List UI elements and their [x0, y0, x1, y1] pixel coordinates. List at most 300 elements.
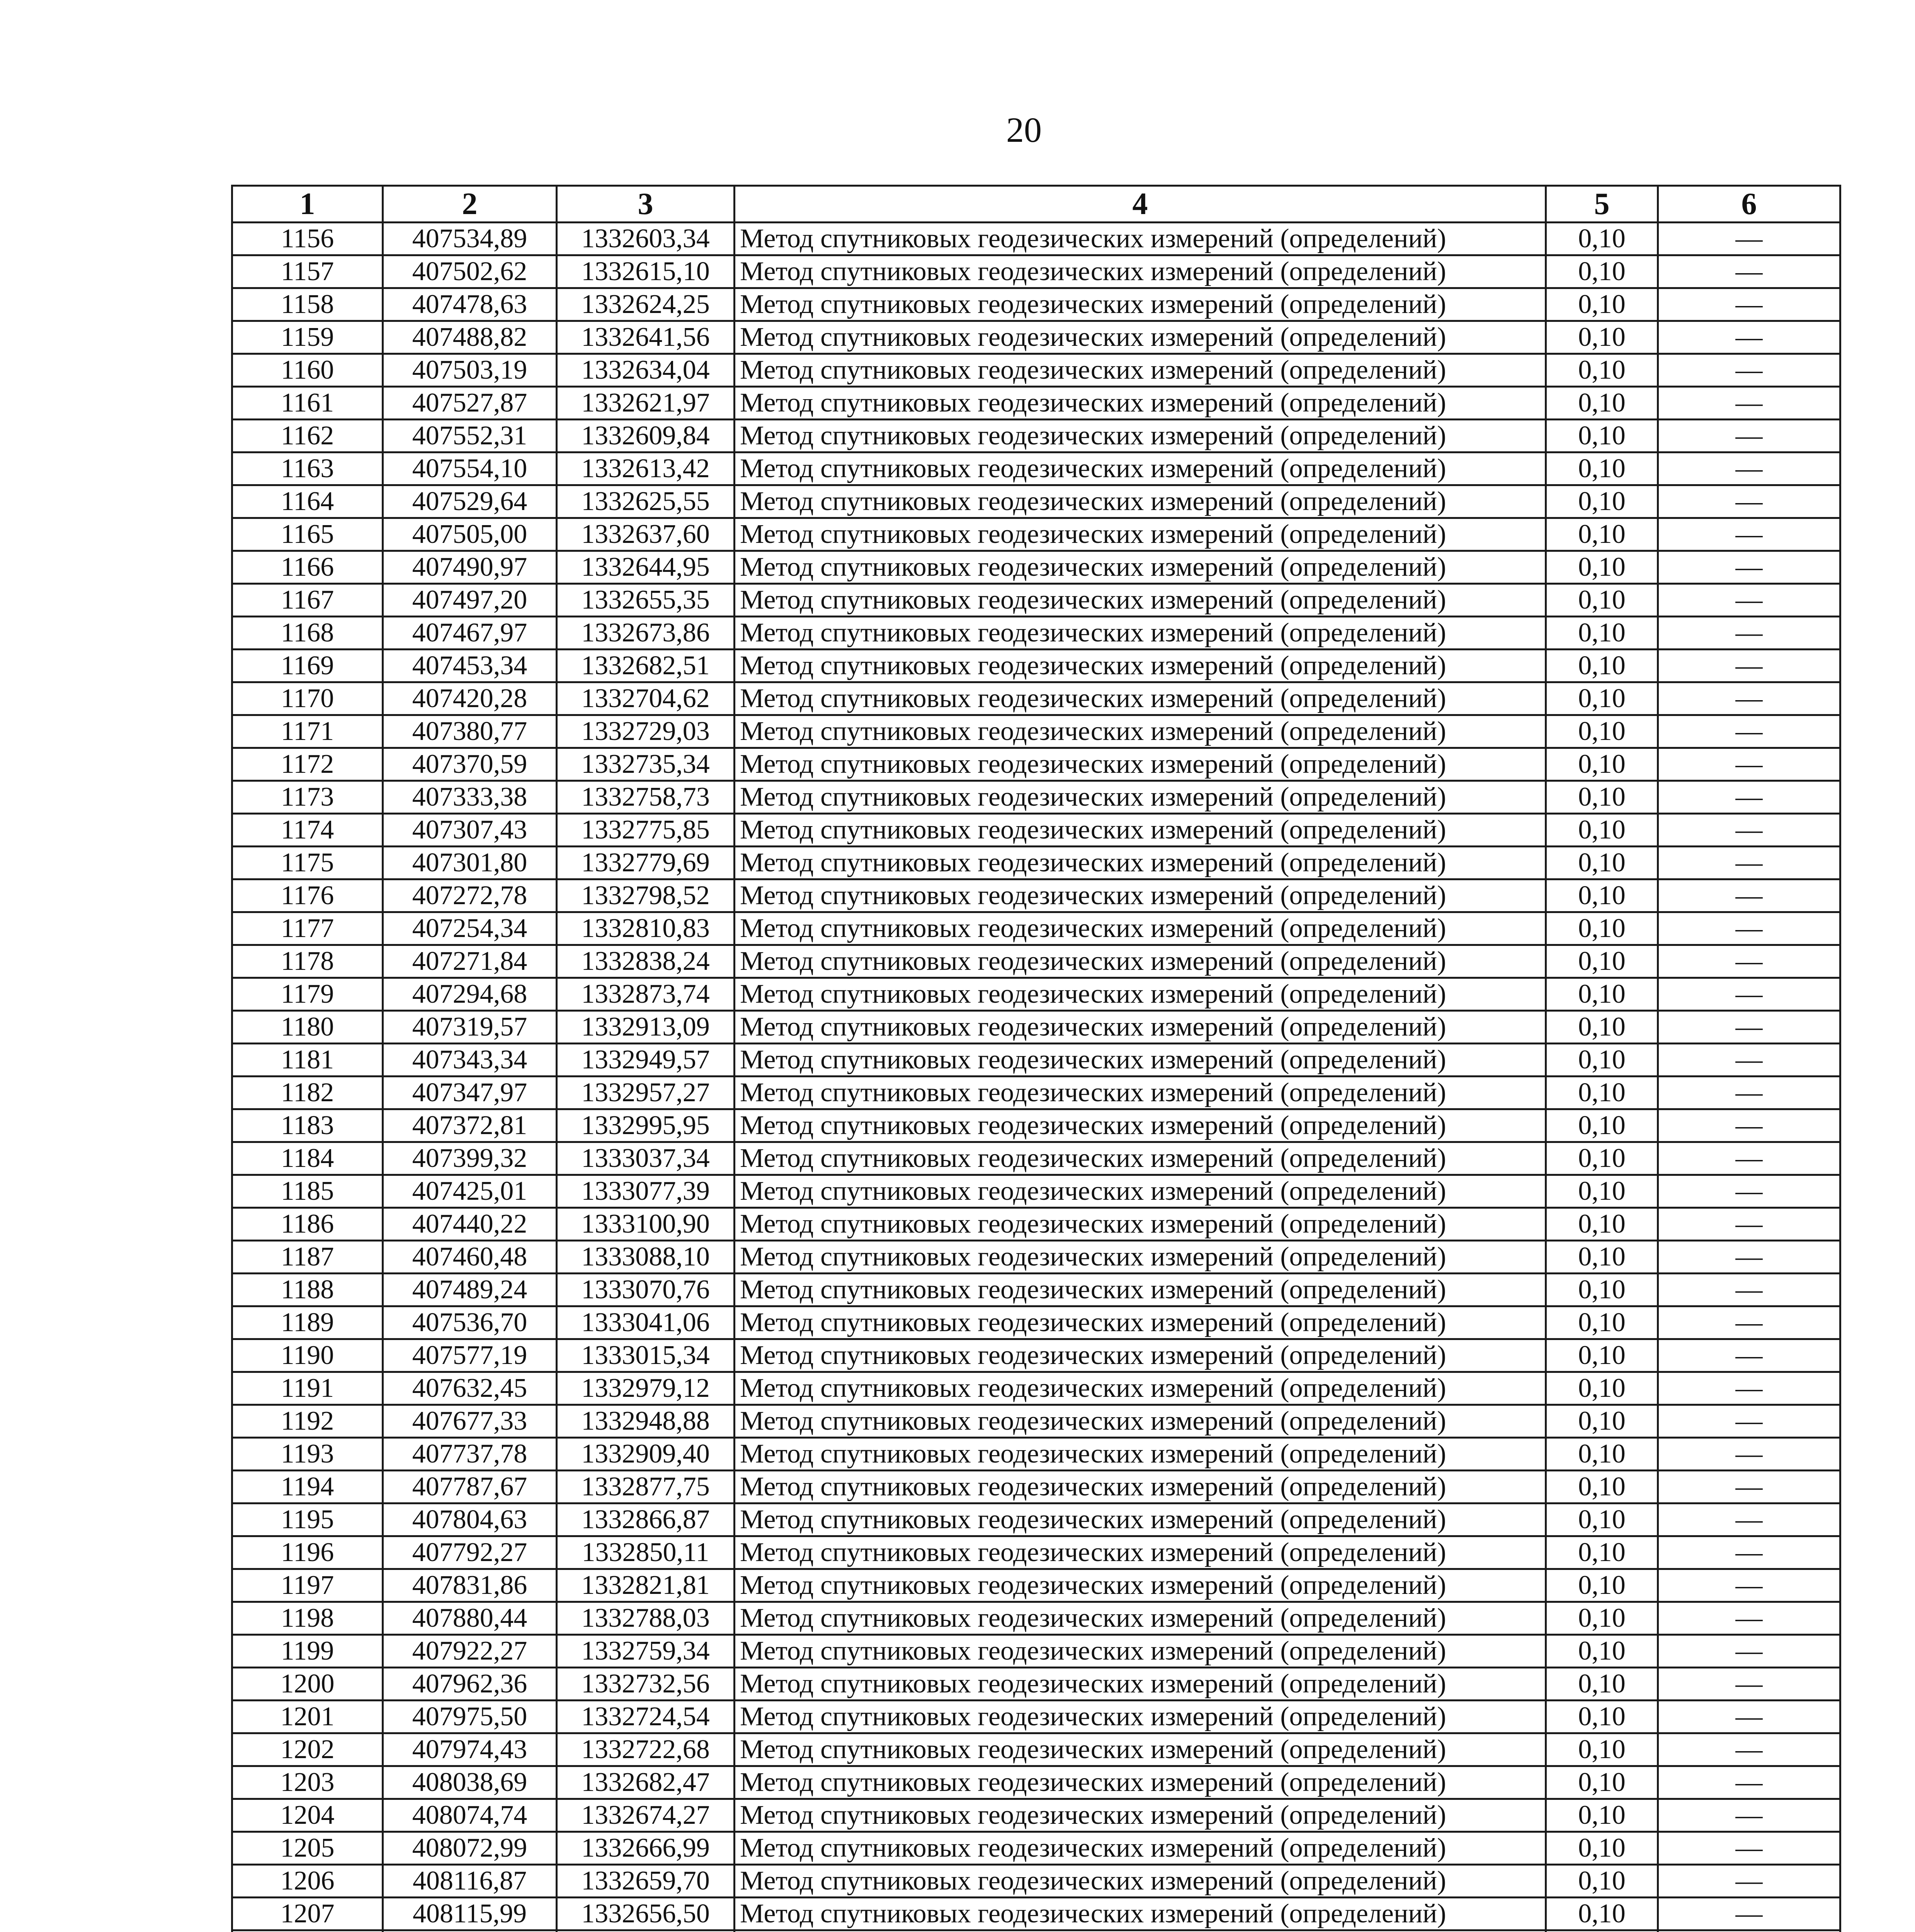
- method-cell: Метод спутниковых геодезических измерений (определений): [735, 518, 1546, 551]
- description-cell: —: [1658, 1701, 1840, 1733]
- point-number-cell: 1182: [232, 1077, 383, 1109]
- description-cell: —: [1658, 1044, 1840, 1077]
- x-coordinate-cell: 407792,27: [383, 1536, 557, 1569]
- table-row: [232, 1865, 1840, 1898]
- x-coordinate-cell: 407503,19: [383, 354, 557, 387]
- accuracy-cell: 0,10: [1546, 1569, 1658, 1602]
- point-number-cell: 1202: [232, 1733, 383, 1766]
- accuracy-cell: 0,10: [1546, 255, 1658, 288]
- method-cell: Метод спутниковых геодезических измерений (определений): [735, 1274, 1546, 1306]
- y-coordinate-cell: 1332641,56: [557, 321, 735, 354]
- accuracy-cell: 0,10: [1546, 978, 1658, 1011]
- x-coordinate-cell: 408038,69: [383, 1766, 557, 1799]
- y-coordinate-cell: 1332729,03: [557, 715, 735, 748]
- point-number-cell: 1205: [232, 1832, 383, 1865]
- page-number: 20: [1006, 110, 1042, 150]
- accuracy-cell: 0,10: [1546, 1077, 1658, 1109]
- x-coordinate-cell: 407333,38: [383, 781, 557, 814]
- x-coordinate-cell: 407453,34: [383, 650, 557, 682]
- table-row: [232, 1733, 1840, 1766]
- x-coordinate-cell: 407399,32: [383, 1142, 557, 1175]
- accuracy-cell: 0,10: [1546, 1602, 1658, 1635]
- x-coordinate-cell: 407804,63: [383, 1503, 557, 1536]
- point-number-cell: 1194: [232, 1471, 383, 1503]
- y-coordinate-cell: 1332603,34: [557, 223, 735, 255]
- description-cell: —: [1658, 551, 1840, 584]
- column-header: 5: [1546, 186, 1658, 223]
- description-cell: —: [1658, 748, 1840, 781]
- accuracy-cell: 0,10: [1546, 847, 1658, 879]
- method-cell: Метод спутниковых геодезических измерений (определений): [735, 1536, 1546, 1569]
- method-cell: Метод спутниковых геодезических измерений (определений): [735, 1602, 1546, 1635]
- table-row: [232, 452, 1840, 485]
- table-row: [232, 814, 1840, 847]
- description-cell: —: [1658, 1405, 1840, 1438]
- x-coordinate-cell: 407534,89: [383, 223, 557, 255]
- table-row: [232, 584, 1840, 617]
- method-cell: Метод спутниковых геодезических измерений (определений): [735, 978, 1546, 1011]
- method-cell: Метод спутниковых геодезических измерений (определений): [735, 879, 1546, 912]
- method-cell: Метод спутниковых геодезических измерений (определений): [735, 814, 1546, 847]
- method-cell: Метод спутниковых геодезических измерений (определений): [735, 1766, 1546, 1799]
- point-number-cell: 1197: [232, 1569, 383, 1602]
- method-cell: Метод спутниковых геодезических измерений (определений): [735, 1799, 1546, 1832]
- accuracy-cell: 0,10: [1546, 715, 1658, 748]
- y-coordinate-cell: 1332722,68: [557, 1733, 735, 1766]
- description-cell: —: [1658, 452, 1840, 485]
- table-row: [232, 1701, 1840, 1733]
- x-coordinate-cell: 407490,97: [383, 551, 557, 584]
- y-coordinate-cell: 1332775,85: [557, 814, 735, 847]
- x-coordinate-cell: 407677,33: [383, 1405, 557, 1438]
- coordinates-table: [231, 185, 1841, 1932]
- description-cell: —: [1658, 1766, 1840, 1799]
- x-coordinate-cell: 407254,34: [383, 912, 557, 945]
- point-number-cell: 1180: [232, 1011, 383, 1044]
- description-cell: —: [1658, 1865, 1840, 1898]
- y-coordinate-cell: 1332704,62: [557, 682, 735, 715]
- description-cell: —: [1658, 223, 1840, 255]
- point-number-cell: 1188: [232, 1274, 383, 1306]
- point-number-cell: 1156: [232, 223, 383, 255]
- x-coordinate-cell: 407577,19: [383, 1339, 557, 1372]
- table-row: [232, 781, 1840, 814]
- point-number-cell: 1199: [232, 1635, 383, 1668]
- y-coordinate-cell: 1332637,60: [557, 518, 735, 551]
- point-number-cell: 1172: [232, 748, 383, 781]
- description-cell: —: [1658, 518, 1840, 551]
- accuracy-cell: 0,10: [1546, 1865, 1658, 1898]
- description-cell: —: [1658, 879, 1840, 912]
- accuracy-cell: 0,10: [1546, 682, 1658, 715]
- y-coordinate-cell: 1332948,88: [557, 1405, 735, 1438]
- x-coordinate-cell: 407319,57: [383, 1011, 557, 1044]
- point-number-cell: 1168: [232, 617, 383, 650]
- point-number-cell: 1198: [232, 1602, 383, 1635]
- table-row: [232, 354, 1840, 387]
- point-number-cell: 1184: [232, 1142, 383, 1175]
- table-row: [232, 1602, 1840, 1635]
- description-cell: —: [1658, 1175, 1840, 1208]
- description-cell: —: [1658, 1011, 1840, 1044]
- x-coordinate-cell: 407478,63: [383, 288, 557, 321]
- table-row: [232, 1208, 1840, 1241]
- point-number-cell: 1170: [232, 682, 383, 715]
- method-cell: Метод спутниковых геодезических измерений (определений): [735, 748, 1546, 781]
- accuracy-cell: 0,10: [1546, 354, 1658, 387]
- y-coordinate-cell: 1333041,06: [557, 1306, 735, 1339]
- accuracy-cell: 0,10: [1546, 223, 1658, 255]
- method-cell: Метод спутниковых геодезических измерений (определений): [735, 1109, 1546, 1142]
- description-cell: —: [1658, 814, 1840, 847]
- table-row: [232, 715, 1840, 748]
- y-coordinate-cell: 1333070,76: [557, 1274, 735, 1306]
- point-number-cell: 1187: [232, 1241, 383, 1274]
- x-coordinate-cell: 407922,27: [383, 1635, 557, 1668]
- point-number-cell: 1165: [232, 518, 383, 551]
- table-row: [232, 1503, 1840, 1536]
- point-number-cell: 1186: [232, 1208, 383, 1241]
- table-row: [232, 1668, 1840, 1701]
- accuracy-cell: 0,10: [1546, 1274, 1658, 1306]
- method-cell: Метод спутниковых геодезических измерений (определений): [735, 715, 1546, 748]
- description-cell: —: [1658, 715, 1840, 748]
- description-cell: —: [1658, 255, 1840, 288]
- method-cell: Метод спутниковых геодезических измерений (определений): [735, 1142, 1546, 1175]
- y-coordinate-cell: 1332613,42: [557, 452, 735, 485]
- table-row: [232, 1109, 1840, 1142]
- x-coordinate-cell: 407440,22: [383, 1208, 557, 1241]
- y-coordinate-cell: 1332798,52: [557, 879, 735, 912]
- method-cell: Метод спутниковых геодезических измерений (определений): [735, 321, 1546, 354]
- accuracy-cell: 0,10: [1546, 912, 1658, 945]
- point-number-cell: 1196: [232, 1536, 383, 1569]
- accuracy-cell: 0,10: [1546, 1668, 1658, 1701]
- method-cell: Метод спутниковых геодезических измерений (определений): [735, 1438, 1546, 1471]
- accuracy-cell: 0,10: [1546, 1898, 1658, 1930]
- description-cell: —: [1658, 1438, 1840, 1471]
- method-cell: Метод спутниковых геодезических измерений (определений): [735, 682, 1546, 715]
- method-cell: Метод спутниковых геодезических измерений (определений): [735, 1077, 1546, 1109]
- column-header: 2: [383, 186, 557, 223]
- table-row: [232, 1274, 1840, 1306]
- point-number-cell: 1191: [232, 1372, 383, 1405]
- table-row: [232, 518, 1840, 551]
- y-coordinate-cell: 1332666,99: [557, 1832, 735, 1865]
- description-cell: —: [1658, 781, 1840, 814]
- x-coordinate-cell: 408116,87: [383, 1865, 557, 1898]
- method-cell: Метод спутниковых геодезических измерений (определений): [735, 847, 1546, 879]
- method-cell: Метод спутниковых геодезических измерений (определений): [735, 584, 1546, 617]
- description-cell: —: [1658, 978, 1840, 1011]
- y-coordinate-cell: 1332877,75: [557, 1471, 735, 1503]
- y-coordinate-cell: 1332873,74: [557, 978, 735, 1011]
- accuracy-cell: 0,10: [1546, 1832, 1658, 1865]
- method-cell: [735, 1930, 1546, 1932]
- description-cell: —: [1658, 1635, 1840, 1668]
- description-cell: —: [1658, 1503, 1840, 1536]
- x-coordinate-cell: 407301,80: [383, 847, 557, 879]
- description-cell: —: [1658, 617, 1840, 650]
- x-coordinate-cell: 407632,45: [383, 1372, 557, 1405]
- description-cell: —: [1658, 1602, 1840, 1635]
- method-cell: Метод спутниковых геодезических измерений (определений): [735, 420, 1546, 452]
- table-row: [232, 1044, 1840, 1077]
- y-coordinate-cell: 1332609,84: [557, 420, 735, 452]
- y-coordinate-cell: 1332735,34: [557, 748, 735, 781]
- x-coordinate-cell: 407554,10: [383, 452, 557, 485]
- x-coordinate-cell: 407737,78: [383, 1438, 557, 1471]
- point-number-cell: 1171: [232, 715, 383, 748]
- table-row: [232, 288, 1840, 321]
- y-coordinate-cell: 1332674,27: [557, 1799, 735, 1832]
- y-coordinate-cell: 1332758,73: [557, 781, 735, 814]
- point-number-cell: 1179: [232, 978, 383, 1011]
- y-coordinate-cell: 1332624,25: [557, 288, 735, 321]
- point-number-cell: 1157: [232, 255, 383, 288]
- x-coordinate-cell: 407347,97: [383, 1077, 557, 1109]
- y-coordinate-cell: 1332957,27: [557, 1077, 735, 1109]
- point-number-cell: 1164: [232, 485, 383, 518]
- accuracy-cell: 0,10: [1546, 288, 1658, 321]
- accuracy-cell: 0,10: [1546, 420, 1658, 452]
- point-number-cell: 1176: [232, 879, 383, 912]
- method-cell: Метод спутниковых геодезических измерений (определений): [735, 1011, 1546, 1044]
- description-cell: —: [1658, 1306, 1840, 1339]
- table-row: [232, 1569, 1840, 1602]
- point-number-cell: 1183: [232, 1109, 383, 1142]
- description-cell: —: [1658, 485, 1840, 518]
- y-coordinate-cell: 1332779,69: [557, 847, 735, 879]
- method-cell: Метод спутниковых геодезических измерений (определений): [735, 617, 1546, 650]
- y-coordinate-cell: 1332656,50: [557, 1898, 735, 1930]
- x-coordinate-cell: 408074,74: [383, 1799, 557, 1832]
- accuracy-cell: 0,10: [1546, 1241, 1658, 1274]
- table-row: [232, 1077, 1840, 1109]
- x-coordinate-cell: 407529,64: [383, 485, 557, 518]
- y-coordinate-cell: 1333037,34: [557, 1142, 735, 1175]
- x-coordinate-cell: 407425,01: [383, 1175, 557, 1208]
- description-cell: —: [1658, 912, 1840, 945]
- accuracy-cell: 0,10: [1546, 1339, 1658, 1372]
- y-coordinate-cell: 1332909,40: [557, 1438, 735, 1471]
- point-number-cell: 1189: [232, 1306, 383, 1339]
- method-cell: Метод спутниковых геодезических измерений (определений): [735, 1668, 1546, 1701]
- method-cell: Метод спутниковых геодезических измерений (определений): [735, 1405, 1546, 1438]
- x-coordinate-cell: 407380,77: [383, 715, 557, 748]
- accuracy-cell: 0,10: [1546, 1011, 1658, 1044]
- accuracy-cell: 0,10: [1546, 1471, 1658, 1503]
- table-row: [232, 1832, 1840, 1865]
- point-number-cell: 1173: [232, 781, 383, 814]
- table-row: [232, 1635, 1840, 1668]
- description-cell: —: [1658, 1208, 1840, 1241]
- table-row: [232, 223, 1840, 255]
- description-cell: [1658, 1930, 1840, 1932]
- table-row: [232, 485, 1840, 518]
- x-coordinate-cell: 407497,20: [383, 584, 557, 617]
- table-row: [232, 255, 1840, 288]
- y-coordinate-cell: 1332821,81: [557, 1569, 735, 1602]
- accuracy-cell: 0,10: [1546, 650, 1658, 682]
- method-cell: Метод спутниковых геодезических измерений (определений): [735, 387, 1546, 420]
- description-cell: —: [1658, 420, 1840, 452]
- table-row: [232, 978, 1840, 1011]
- accuracy-cell: 0,10: [1546, 879, 1658, 912]
- accuracy-cell: 0,10: [1546, 1306, 1658, 1339]
- table-row: [232, 879, 1840, 912]
- y-coordinate-cell: 1332655,35: [557, 584, 735, 617]
- y-coordinate-cell: 1332788,03: [557, 1602, 735, 1635]
- point-number-cell: 1178: [232, 945, 383, 978]
- point-number-cell: 1177: [232, 912, 383, 945]
- table-row: [232, 682, 1840, 715]
- x-coordinate-cell: 407502,62: [383, 255, 557, 288]
- accuracy-cell: 0,10: [1546, 584, 1658, 617]
- table-header-row: [232, 186, 1840, 223]
- y-coordinate-cell: 1332615,10: [557, 255, 735, 288]
- description-cell: —: [1658, 1569, 1840, 1602]
- accuracy-cell: 0,10: [1546, 1701, 1658, 1733]
- accuracy-cell: 0,10: [1546, 945, 1658, 978]
- y-coordinate-cell: 1333088,10: [557, 1241, 735, 1274]
- y-coordinate-cell: 1332850,11: [557, 1536, 735, 1569]
- x-coordinate-cell: 407488,82: [383, 321, 557, 354]
- y-coordinate-cell: 1332659,70: [557, 1865, 735, 1898]
- method-cell: Метод спутниковых геодезических измерений (определений): [735, 1832, 1546, 1865]
- description-cell: —: [1658, 1536, 1840, 1569]
- x-coordinate-cell: 407294,68: [383, 978, 557, 1011]
- y-coordinate-cell: 1332634,04: [557, 354, 735, 387]
- method-cell: Метод спутниковых геодезических измерений (определений): [735, 1175, 1546, 1208]
- accuracy-cell: 0,10: [1546, 1142, 1658, 1175]
- method-cell: Метод спутниковых геодезических измерений (определений): [735, 1733, 1546, 1766]
- table-row: [232, 1766, 1840, 1799]
- point-number-cell: 1160: [232, 354, 383, 387]
- method-cell: Метод спутниковых геодезических измерений (определений): [735, 650, 1546, 682]
- x-coordinate-cell: 407372,81: [383, 1109, 557, 1142]
- description-cell: —: [1658, 1733, 1840, 1766]
- table-row: [232, 1142, 1840, 1175]
- y-coordinate-cell: 1332682,47: [557, 1766, 735, 1799]
- method-cell: Метод спутниковых геодезических измерений (определений): [735, 1503, 1546, 1536]
- table-row: [232, 1306, 1840, 1339]
- method-cell: Метод спутниковых геодезических измерений (определений): [735, 781, 1546, 814]
- point-number-cell: 1162: [232, 420, 383, 452]
- table-row: [232, 321, 1840, 354]
- point-number-cell: 1167: [232, 584, 383, 617]
- accuracy-cell: 0,10: [1546, 518, 1658, 551]
- y-coordinate-cell: 1332673,86: [557, 617, 735, 650]
- x-coordinate-cell: 407974,43: [383, 1733, 557, 1766]
- y-coordinate-cell: 1332838,24: [557, 945, 735, 978]
- accuracy-cell: 0,10: [1546, 1044, 1658, 1077]
- accuracy-cell: 0,10: [1546, 1766, 1658, 1799]
- x-coordinate-cell: 407370,59: [383, 748, 557, 781]
- x-coordinate-cell: 408072,99: [383, 1832, 557, 1865]
- description-cell: —: [1658, 1372, 1840, 1405]
- x-coordinate-cell: 407271,84: [383, 945, 557, 978]
- point-number-cell: 1174: [232, 814, 383, 847]
- x-coordinate-cell: 408115,99: [383, 1898, 557, 1930]
- y-coordinate-cell: 1332979,12: [557, 1372, 735, 1405]
- accuracy-cell: 0,10: [1546, 1438, 1658, 1471]
- description-cell: —: [1658, 945, 1840, 978]
- accuracy-cell: 0,10: [1546, 387, 1658, 420]
- table-row: [232, 420, 1840, 452]
- table-row: [232, 1241, 1840, 1274]
- table-row: [232, 1405, 1840, 1438]
- y-coordinate-cell: 1332759,34: [557, 1635, 735, 1668]
- method-cell: Метод спутниковых геодезических измерений (определений): [735, 912, 1546, 945]
- description-cell: —: [1658, 354, 1840, 387]
- point-number-cell: 1169: [232, 650, 383, 682]
- method-cell: Метод спутниковых геодезических измерений (определений): [735, 1241, 1546, 1274]
- accuracy-cell: 0,10: [1546, 321, 1658, 354]
- method-cell: Метод спутниковых геодезических измерений (определений): [735, 1471, 1546, 1503]
- method-cell: Метод спутниковых геодезических измерений (определений): [735, 255, 1546, 288]
- table-row: [232, 1471, 1840, 1503]
- y-coordinate-cell: 1332732,56: [557, 1668, 735, 1701]
- description-cell: —: [1658, 1471, 1840, 1503]
- description-cell: —: [1658, 1898, 1840, 1930]
- accuracy-cell: [1546, 1930, 1658, 1932]
- method-cell: Метод спутниковых геодезических измерений (определений): [735, 551, 1546, 584]
- y-coordinate-cell: 1333077,39: [557, 1175, 735, 1208]
- y-coordinate-cell: 1332625,55: [557, 485, 735, 518]
- x-coordinate-cell: 407489,24: [383, 1274, 557, 1306]
- y-coordinate-cell: [557, 1930, 735, 1932]
- y-coordinate-cell: 1332913,09: [557, 1011, 735, 1044]
- method-cell: Метод спутниковых геодезических измерений (определений): [735, 1339, 1546, 1372]
- description-cell: —: [1658, 847, 1840, 879]
- accuracy-cell: 0,10: [1546, 485, 1658, 518]
- description-cell: —: [1658, 1832, 1840, 1865]
- x-coordinate-cell: 407460,48: [383, 1241, 557, 1274]
- accuracy-cell: 0,10: [1546, 814, 1658, 847]
- description-cell: —: [1658, 387, 1840, 420]
- accuracy-cell: 0,10: [1546, 1635, 1658, 1668]
- point-number-cell: 1195: [232, 1503, 383, 1536]
- x-coordinate-cell: 407527,87: [383, 387, 557, 420]
- method-cell: Метод спутниковых геодезических измерений (определений): [735, 452, 1546, 485]
- table-row: [232, 912, 1840, 945]
- method-cell: Метод спутниковых геодезических измерений (определений): [735, 1701, 1546, 1733]
- column-header: 1: [232, 186, 383, 223]
- point-number-cell: 1159: [232, 321, 383, 354]
- accuracy-cell: 0,10: [1546, 1109, 1658, 1142]
- method-cell: Метод спутниковых геодезических измерений (определений): [735, 1306, 1546, 1339]
- method-cell: Метод спутниковых геодезических измерений (определений): [735, 1898, 1546, 1930]
- point-number-cell: 1206: [232, 1865, 383, 1898]
- y-coordinate-cell: 1332621,97: [557, 387, 735, 420]
- point-number-cell: 1200: [232, 1668, 383, 1701]
- accuracy-cell: 0,10: [1546, 1536, 1658, 1569]
- point-number-cell: 1203: [232, 1766, 383, 1799]
- table-row: [232, 1799, 1840, 1832]
- accuracy-cell: 0,10: [1546, 617, 1658, 650]
- column-header: 6: [1658, 186, 1840, 223]
- description-cell: —: [1658, 1142, 1840, 1175]
- x-coordinate-cell: 407831,86: [383, 1569, 557, 1602]
- point-number-cell: 1175: [232, 847, 383, 879]
- description-cell: —: [1658, 1799, 1840, 1832]
- x-coordinate-cell: 407536,70: [383, 1306, 557, 1339]
- point-number-cell: 1192: [232, 1405, 383, 1438]
- table-row: [232, 1438, 1840, 1471]
- method-cell: Метод спутниковых геодезических измерений (определений): [735, 1635, 1546, 1668]
- table-row: [232, 1011, 1840, 1044]
